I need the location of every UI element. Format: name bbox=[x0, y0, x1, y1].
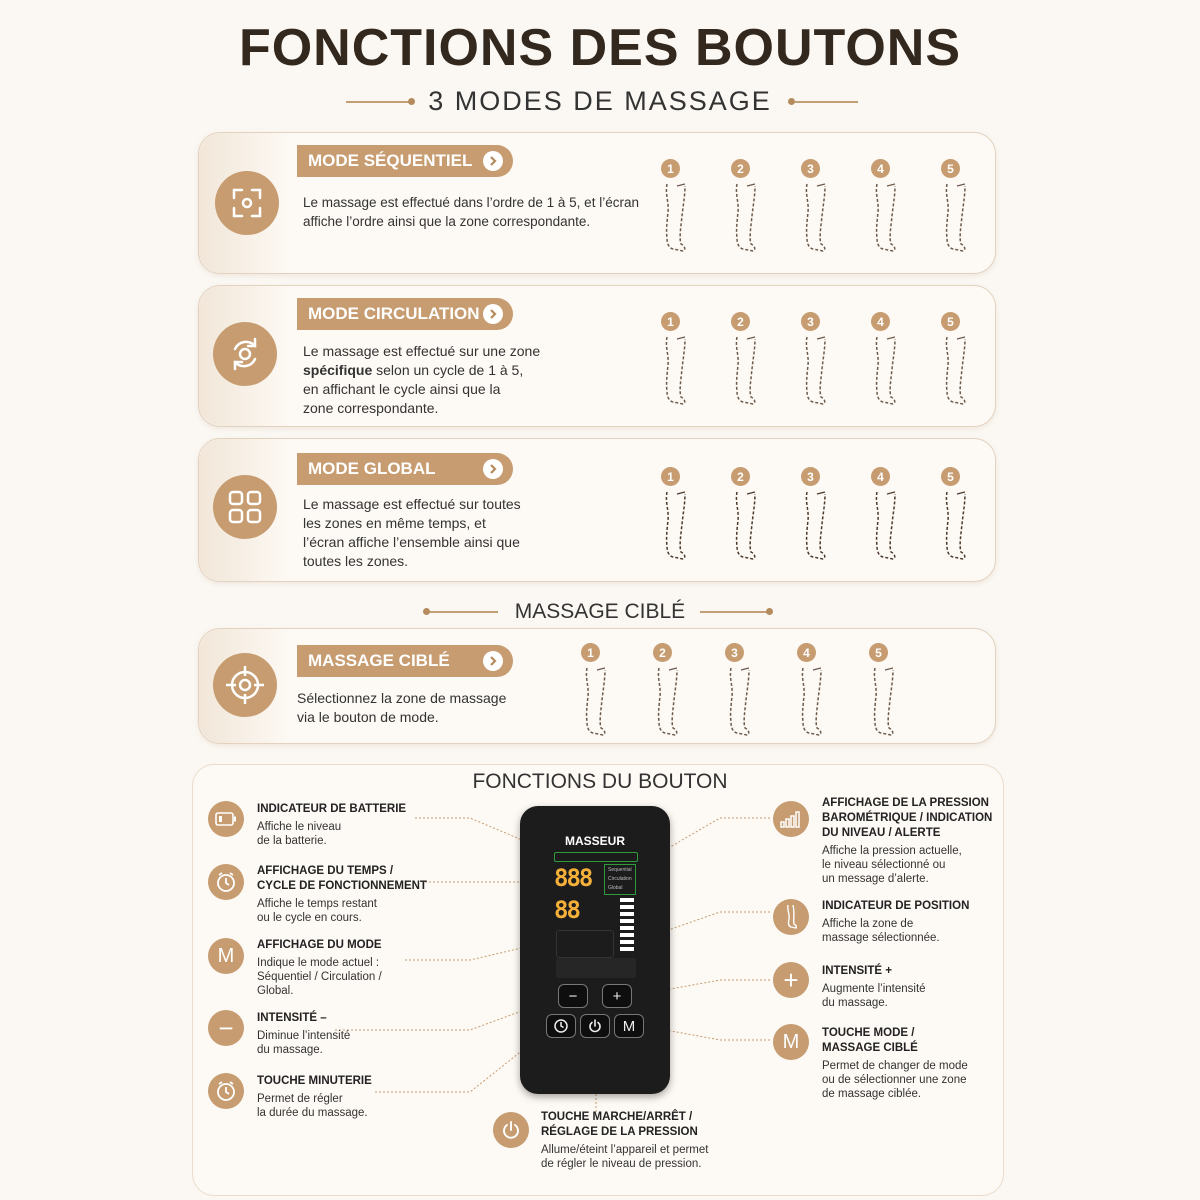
massager-controller bbox=[520, 806, 670, 1094]
power-icon bbox=[493, 1112, 529, 1148]
section-subtitle: 3 MODES DE MASSAGE bbox=[428, 86, 772, 116]
intensity-plus-button[interactable]: + bbox=[602, 984, 632, 1008]
step-number-badge: 1 bbox=[661, 159, 680, 178]
timer-icon bbox=[208, 1073, 244, 1109]
power-button[interactable] bbox=[580, 1014, 610, 1038]
step-number-badge: 2 bbox=[653, 643, 672, 662]
step-number-badge: 2 bbox=[731, 312, 750, 331]
mode-label-targeted: MASSAGE CIBLÉ bbox=[297, 645, 513, 677]
functions-title: FONCTIONS DU BOUTON bbox=[472, 770, 728, 793]
function-mode-button: TOUCHE MODE / MASSAGE CIBLÉ Permet de changer de mode ou de sélectionner une zone de massage ciblée. bbox=[822, 1027, 968, 1100]
step-number-badge: 1 bbox=[661, 467, 680, 486]
intensity-minus-button[interactable]: − bbox=[558, 984, 588, 1008]
mode-description: Le massage est effectué sur toutes les zones en même temps, et l’écran affiche l’ensemble ainsi que toutes les zones. bbox=[303, 496, 521, 569]
page-title: FONCTIONS DES BOUTONS bbox=[238, 19, 962, 77]
function-intensity-plus: INTENSITÉ + Augmente l’intensité du massage. bbox=[822, 965, 926, 1009]
mode-label-circulation: MODE CIRCULATION bbox=[297, 298, 513, 330]
time-display: 888 bbox=[554, 864, 592, 892]
plus-icon: + bbox=[773, 962, 809, 998]
step-number-badge: 4 bbox=[871, 159, 890, 178]
step-number-badge: 1 bbox=[581, 643, 600, 662]
level-bars bbox=[620, 898, 634, 951]
step-number-badge: 4 bbox=[871, 312, 890, 331]
mode-description: Le massage est effectué dans l’ordre de 1 à 5, et l’écran affiche l’ordre ainsi que la zone correspondante. bbox=[303, 195, 639, 229]
step-number-badge: 5 bbox=[941, 159, 960, 178]
function-mode-display: AFFICHAGE DU MODE Indique le mode actuel : Séquentiel / Circulation / Global. bbox=[257, 939, 382, 997]
function-power-button: TOUCHE MARCHE/ARRÊT / RÉGLAGE DE LA PRESSION Allume/éteint l’appareil et permet de régler le niveau de pression. bbox=[541, 1111, 709, 1170]
step-number-badge: 3 bbox=[801, 467, 820, 486]
step-number-badge: 5 bbox=[941, 312, 960, 331]
mode-label-sequential: MODE SÉQUENTIEL bbox=[297, 145, 513, 177]
timer-button[interactable] bbox=[546, 1014, 576, 1038]
step-number-badge: 3 bbox=[725, 643, 744, 662]
battery-icon bbox=[208, 801, 244, 837]
mode-display: Sequential Circulation Global bbox=[604, 864, 636, 895]
mode-description: Sélectionnez la zone de massage via le bouton de mode. bbox=[297, 690, 507, 725]
mode-m-icon: M bbox=[208, 938, 244, 974]
function-pressure-display: AFFICHAGE DE LA PRESSION BAROMÉTRIQUE / INDICATION DU NIVEAU / ALERTE Affiche la pression actuelle, le niveau sélectionné ou un message d’alerte. bbox=[822, 797, 993, 885]
step-number-badge: 1 bbox=[661, 312, 680, 331]
step-number-badge: 2 bbox=[731, 467, 750, 486]
function-battery-indicator: INDICATEUR DE BATTERIE Affiche le niveau de la batterie. bbox=[257, 803, 407, 847]
function-intensity-minus: INTENSITÉ – Diminue l’intensité du massage. bbox=[257, 1012, 351, 1056]
leg-position-icon bbox=[773, 899, 809, 935]
step-number-badge: 3 bbox=[801, 159, 820, 178]
minus-icon: − bbox=[208, 1010, 244, 1046]
step-number-badge: 5 bbox=[941, 467, 960, 486]
step-number-badge: 4 bbox=[797, 643, 816, 662]
function-position-indicator: INDICATEUR DE POSITION Affiche la zone de massage sélectionnée. bbox=[822, 900, 970, 944]
mode-label-global: MODE GLOBAL bbox=[297, 453, 513, 485]
cycle-display: 88 bbox=[554, 896, 579, 924]
power-icon bbox=[587, 1018, 603, 1034]
section-title-targeted: MASSAGE CIBLÉ bbox=[514, 600, 686, 623]
step-number-badge: 4 bbox=[871, 467, 890, 486]
battery-indicator bbox=[554, 852, 638, 862]
step-number-badge: 3 bbox=[801, 312, 820, 331]
device-brand: MASSEUR bbox=[564, 834, 625, 848]
function-time-display: AFFICHAGE DU TEMPS / CYCLE DE FONCTIONNEMENT Affiche le temps restant ou le cycle en cours. bbox=[257, 865, 427, 924]
mode-m-icon: M bbox=[773, 1024, 809, 1060]
position-display bbox=[556, 958, 636, 978]
function-timer-button: TOUCHE MINUTERIE Permet de régler la durée du massage. bbox=[257, 1075, 372, 1119]
mode-button[interactable]: M bbox=[614, 1014, 644, 1038]
pressure-level-icon bbox=[773, 801, 809, 837]
clock-icon bbox=[553, 1018, 569, 1034]
step-number-badge: 5 bbox=[869, 643, 888, 662]
clock-icon bbox=[208, 864, 244, 900]
step-number-badge: 2 bbox=[731, 159, 750, 178]
pressure-display bbox=[556, 930, 614, 958]
mode-description: Le massage est effectué sur une zone spécifique selon un cycle de 1 à 5, en affichant le cycle ainsi que la zone correspondante. bbox=[303, 343, 541, 416]
